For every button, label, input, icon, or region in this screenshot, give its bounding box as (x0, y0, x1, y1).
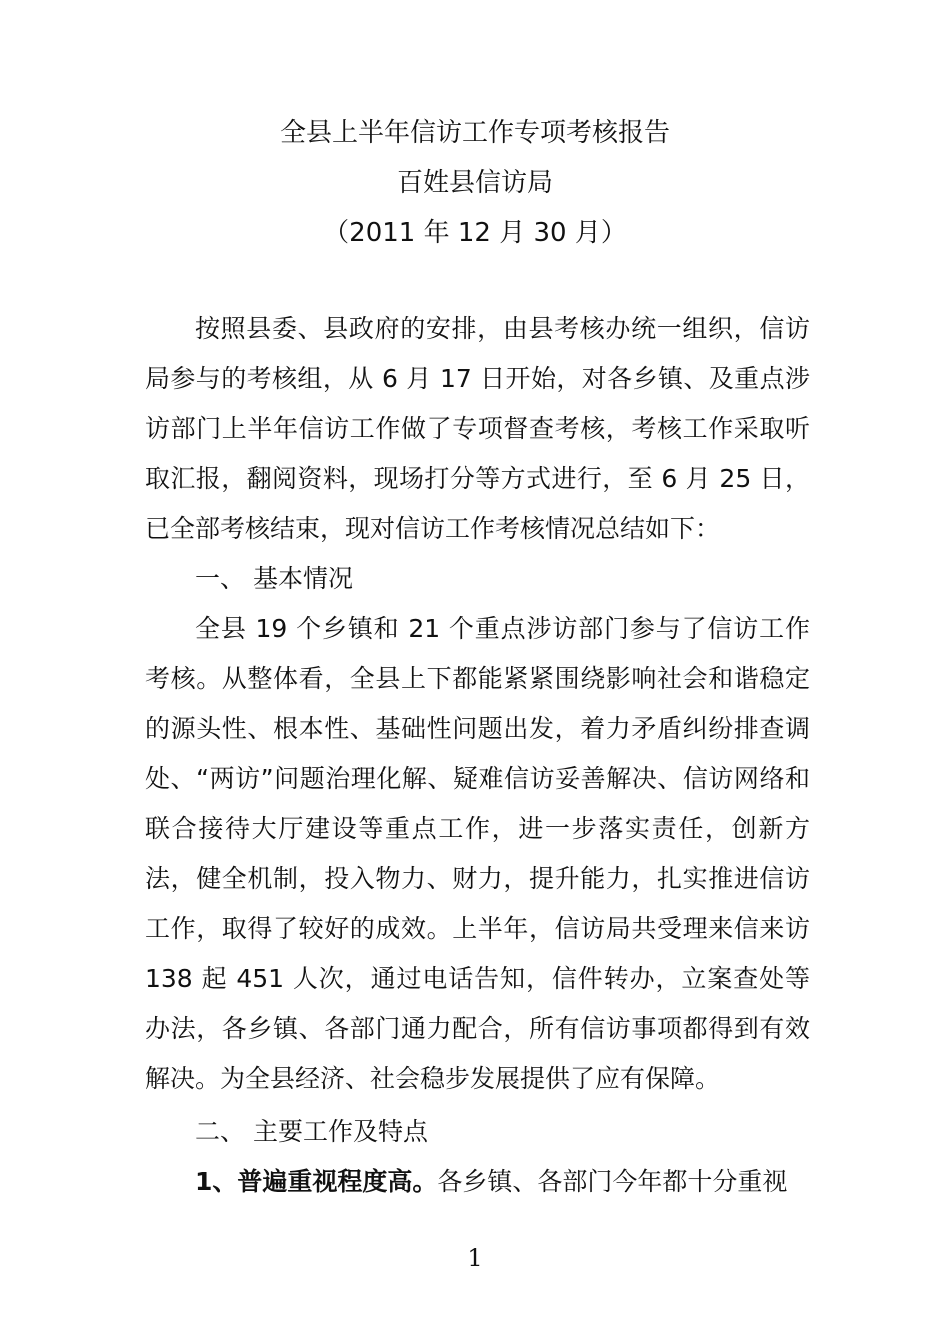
issuing-organization: 百姓县信访局 (396, 168, 553, 198)
document-title: 全县上半年信访工作专项考核报告 (279, 118, 670, 148)
page-number: 1 (467, 1244, 483, 1272)
point-1-paragraph (145, 1157, 810, 1207)
point-1-lead: 1、普遍重视程度高。 (195, 1167, 438, 1196)
point-1-text: 各乡镇、各部门今年都十分重视 (437, 1167, 788, 1196)
title-block (0, 108, 950, 258)
section-2-heading: 二、 主要工作及特点 (195, 1117, 428, 1146)
section-1-heading: 一、 基本情况 (195, 564, 353, 593)
section-1-paragraph: 全县 19 个乡镇和 21 个重点涉访部门参与了信访工作考核。从整体看，全县上下都能紧紧围绕影响社会和谐稳定的源头性、根本性、基础性问题出发，着力矛盾纠纷排查调处、“两访”问题治理化解、疑难信访妥善解决、信访网络和联合接待大厅建设等重点工作，进一步落实责任，创新方法，健全机制，投入物力、财力，提升能力，扎实推进信访工作，取得了较好的成效。上半年，信访局共受理来信来访 138 起 451 人次，通过电话告知，信件转办，立案查处等办法，各乡镇、各部门通力配合，所有信访事项都得到有效解决。为全县经济、社会稳步发展提供了应有保障。 (145, 614, 810, 1093)
document-body (145, 304, 810, 1207)
document-date: （2011 年 12 月 30 月） (323, 218, 627, 248)
intro-paragraph: 按照县委、县政府的安排，由县考核办统一组织，信访局参与的考核组，从 6 月 17 日开始，对各乡镇、及重点涉访部门上半年信访工作做了专项督查考核，考核工作采取听取汇报，翻阅资料，现场打分等方式进行，至 6 月 25 日，已全部考核结束，现对信访工作考核情况总结如下： (145, 314, 810, 543)
